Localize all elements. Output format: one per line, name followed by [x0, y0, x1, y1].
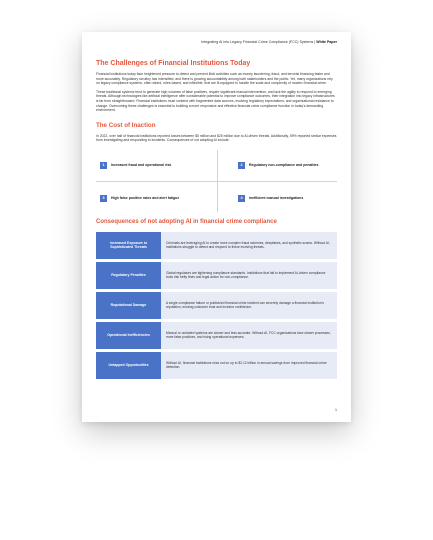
- cost-paragraph: In 2022, over half of financial institutions reported losses between $5 million and $25 million due to AI-driven threats. Additionally, 59% reported similar expenses from investigating and responding to incidents. Consequences of not adopting AI include:: [96, 133, 337, 143]
- row-description: Global regulators are tightening compliance standards. Institutions that fail to implement AI-driven compliance tools risk hefty fines and legal action for non-compliance.: [161, 262, 337, 289]
- page-number: 1: [335, 408, 337, 412]
- row-label: Increased Exposure to Sophisticated Threats: [96, 232, 161, 259]
- row-description: Criminals are leveraging AI to create more complex fraud schemes, deepfakes, and synthetic scams. Without AI, institutions struggle to detect and respond to these evolving threats.: [161, 232, 337, 259]
- grid-item-label: Inefficient manual investigations: [249, 196, 304, 201]
- grid-item: [100, 195, 179, 202]
- grid-item-number: 2: [238, 162, 245, 169]
- row-label: Regulatory Penalties: [96, 262, 161, 289]
- doc-type: White Paper: [316, 40, 337, 44]
- grid-divider-horizontal: [96, 181, 337, 182]
- table-row: [96, 292, 337, 319]
- row-description: A single compliance failure or publicized financial crime incident can severely damage a financial institution's reputation, eroding customer trust and investor confidence.: [161, 292, 337, 319]
- grid-item: [100, 162, 171, 169]
- row-description: Manual or outdated systems are slower and less accurate. Without AI, FCC organizations face slower processes, more false positives, and rising operational expenses.: [161, 322, 337, 349]
- grid-item: [238, 195, 303, 202]
- running-title: Integrating AI into Legacy Financial Crime Compliance (FCC) Systems: [201, 40, 314, 44]
- grid-item-number: 4: [238, 195, 245, 202]
- grid-item-label: High false positive rates and alert fatigue: [111, 196, 180, 201]
- row-label: Untapped Opportunities: [96, 352, 161, 379]
- challenges-paragraph-1: Financial institutions today face heightened pressure to detect and prevent illicit activities such as money laundering, fraud, and terrorist financing faster and more accurately. Regulatory scrutiny has intensified, and there is growing accountability among both stakeholders and the public. Yet, many organizations rely on legacy compliance systems, often siloed, rules-based, and inflexible, that are ill-equipped to handle the scale and complexity of modern financial crime.: [96, 72, 333, 86]
- challenges-paragraph-2: These traditional systems tend to generate high volumes of false positives, require significant manual intervention, and lack the agility to respond to emerging threats. Although technologies like artificial intelligence offer considerable potential to improve compliance outcomes, their integration into legacy infrastructures is far from straightforward. Financial institutions must contend with fragmented data sources, evolving regulatory expectations, and organizational resistance to change. Overcoming these challenges is essential to building a more responsive and effective financial crime compliance function in today's demanding environment.: [96, 89, 335, 113]
- table-row: [96, 232, 337, 259]
- section-title-consequences: Consequences of not adopting AI in financial crime compliance: [96, 218, 277, 225]
- table-row: [96, 322, 337, 349]
- document-page: [82, 32, 351, 422]
- grid-item-label: Regulatory non-compliance and penalties: [249, 163, 319, 168]
- consequences-table: [96, 232, 337, 379]
- grid-item-label: Increased fraud and operational risk: [111, 163, 172, 168]
- table-row: [96, 352, 337, 379]
- grid-item: [238, 162, 318, 169]
- table-row: [96, 262, 337, 289]
- section-title-cost: The Cost of Inaction: [96, 121, 156, 129]
- row-label: Operational Inefficiencies: [96, 322, 161, 349]
- consequence-grid: [96, 150, 337, 212]
- grid-item-number: 1: [100, 162, 107, 169]
- section-title-challenges: The Challenges of Financial Institutions Today: [96, 60, 251, 67]
- running-header: [96, 40, 337, 46]
- row-description: Without AI, financial institutions miss out on up to $2.12 trillion in annual savings from improved financial crime detection.: [161, 352, 337, 379]
- header-separator: |: [314, 40, 316, 44]
- grid-item-number: 3: [100, 195, 107, 202]
- row-label: Reputational Damage: [96, 292, 161, 319]
